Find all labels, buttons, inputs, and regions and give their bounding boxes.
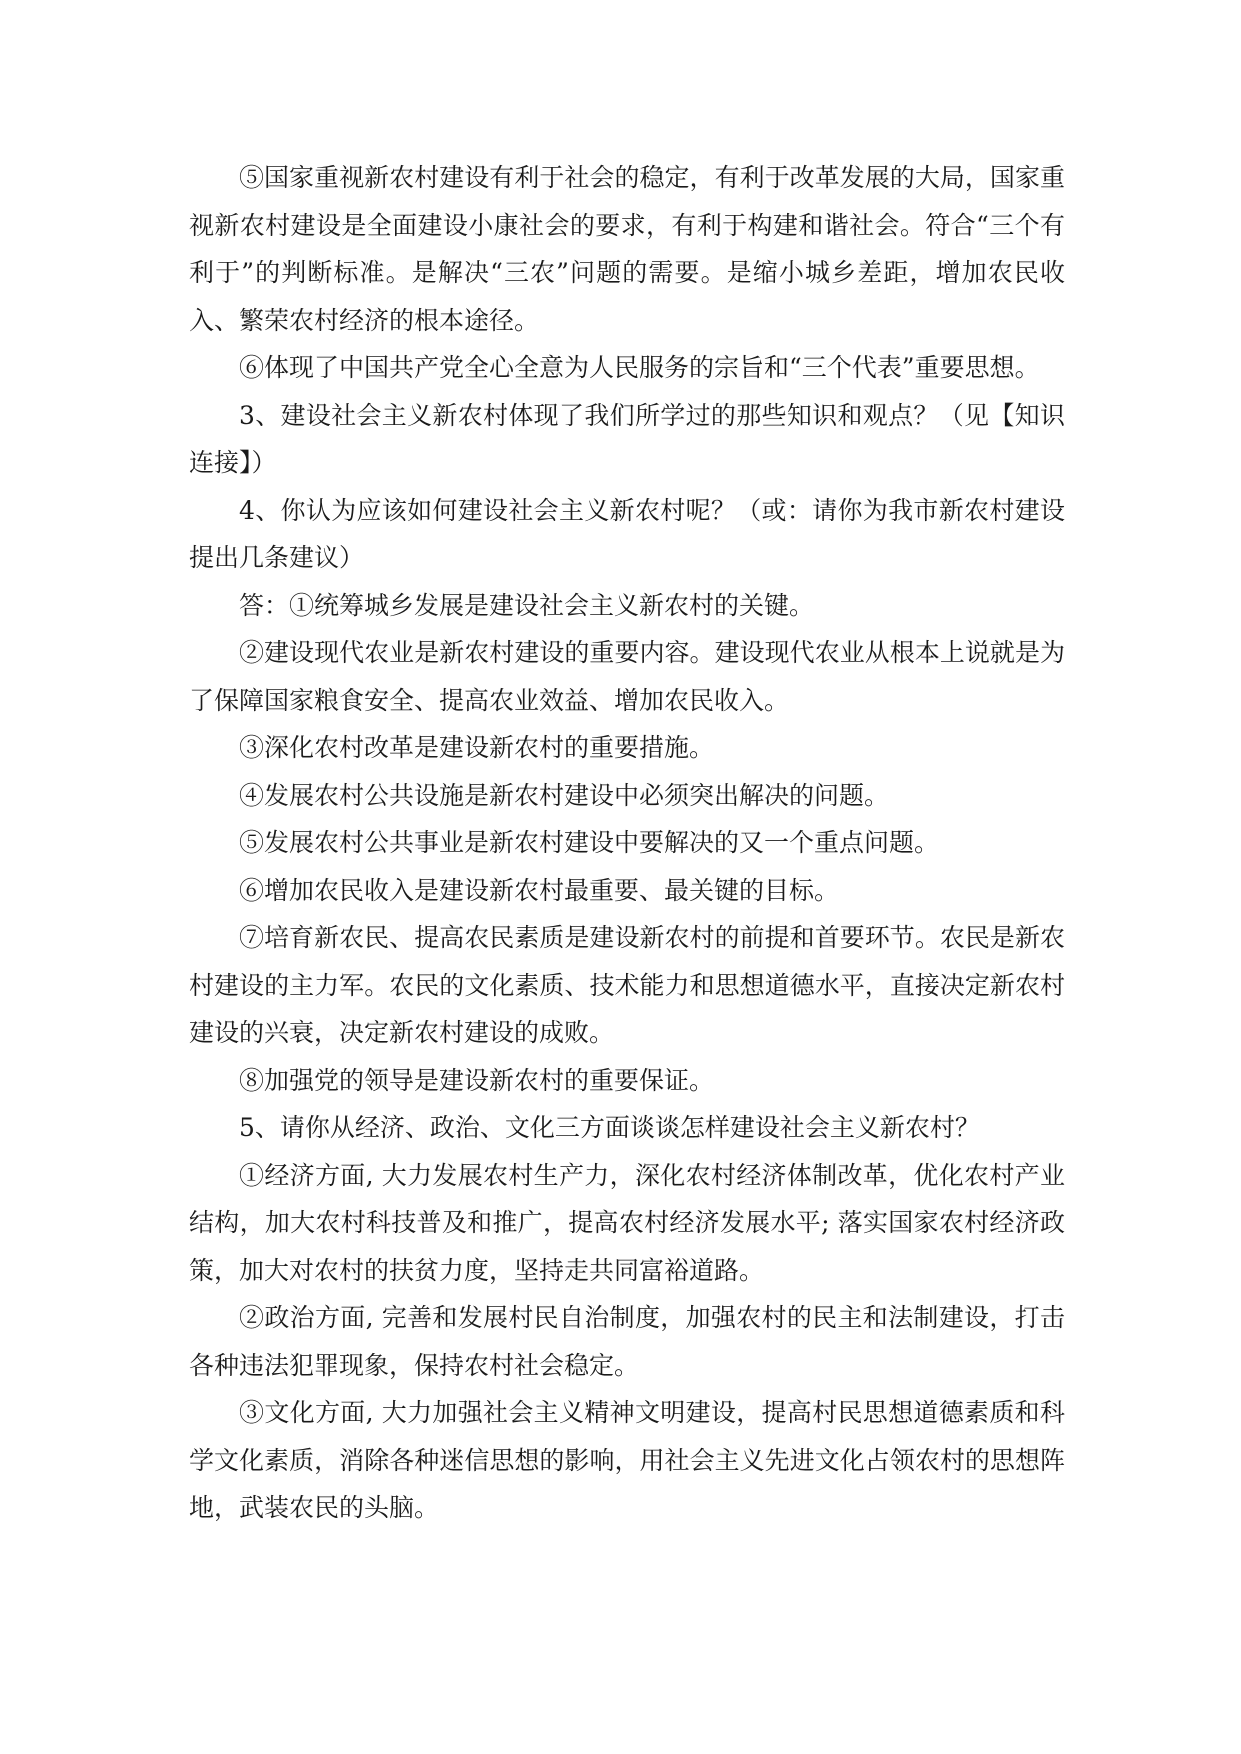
- paragraph: ⑦培育新农民、提高农民素质是建设新农村的前提和首要环节。农民是新农村建设的主力军。农民的文化素质、技术能力和思想道德水平，直接决定新农村建设的兴衰，决定新农村建设的成败。: [189, 923, 1065, 1047]
- paragraph: ①经济方面, 大力发展农村生产力，深化农村经济体制改革，优化农村产业结构，加大农村科技普及和推广，提高农村经济发展水平; 落实国家农村经济政策，加大对农村的扶贫力度，坚持走共同富裕道路。: [189, 1160, 1065, 1285]
- paragraph: ②建设现代农业是新农村建设的重要内容。建设现代农业从根本上说就是为了保障国家粮食安全、提高农业效益、增加农民收入。: [189, 638, 1065, 715]
- paragraph: 5、请你从经济、政治、文化三方面谈谈怎样建设社会主义新农村？: [239, 1113, 980, 1142]
- paragraph: ⑥体现了中国共产党全心全意为人民服务的宗旨和“三个代表”重要思想。: [239, 353, 1040, 382]
- paragraph: ⑥增加农民收入是建设新农村最重要、最关键的目标。: [239, 875, 840, 905]
- paragraph: ④发展农村公共设施是新农村建设中必须突出解决的问题。: [239, 780, 890, 810]
- document-body: [189, 154, 1065, 1532]
- paragraph: 4、你认为应该如何建设社会主义新农村呢？（或：请你为我市新农村建设提出几条建议）: [189, 495, 1065, 572]
- paragraph: 答：①统筹城乡发展是建设社会主义新农村的关键。: [239, 590, 815, 620]
- paragraph: ③文化方面, 大力加强社会主义精神文明建设，提高村民思想道德素质和科学文化素质，消除各种迷信思想的影响，用社会主义先进文化占领农村的思想阵地，武装农民的头脑。: [189, 1398, 1065, 1522]
- paragraph: ⑤国家重视新农村建设有利于社会的稳定，有利于改革发展的大局，国家重视新农村建设是全面建设小康社会的要求，有利于构建和谐社会。符合“三个有利于”的判断标准。是解决“三农”问题的需要。是缩小城乡差距，增加农民收入、繁荣农村经济的根本途径。: [189, 163, 1065, 335]
- paragraph: 3、建设社会主义新农村体现了我们所学过的那些知识和观点？（见【知识连接】）: [189, 400, 1065, 477]
- paragraph: ③深化农村改革是建设新农村的重要措施。: [239, 733, 715, 762]
- paragraph: ②政治方面, 完善和发展村民自治制度，加强农村的民主和法制建设，打击各种违法犯罪现象，保持农村社会稳定。: [189, 1303, 1065, 1380]
- paragraph: ⑤发展农村公共事业是新农村建设中要解决的又一个重点问题。: [239, 828, 940, 857]
- paragraph: ⑧加强党的领导是建设新农村的重要保证。: [239, 1065, 715, 1095]
